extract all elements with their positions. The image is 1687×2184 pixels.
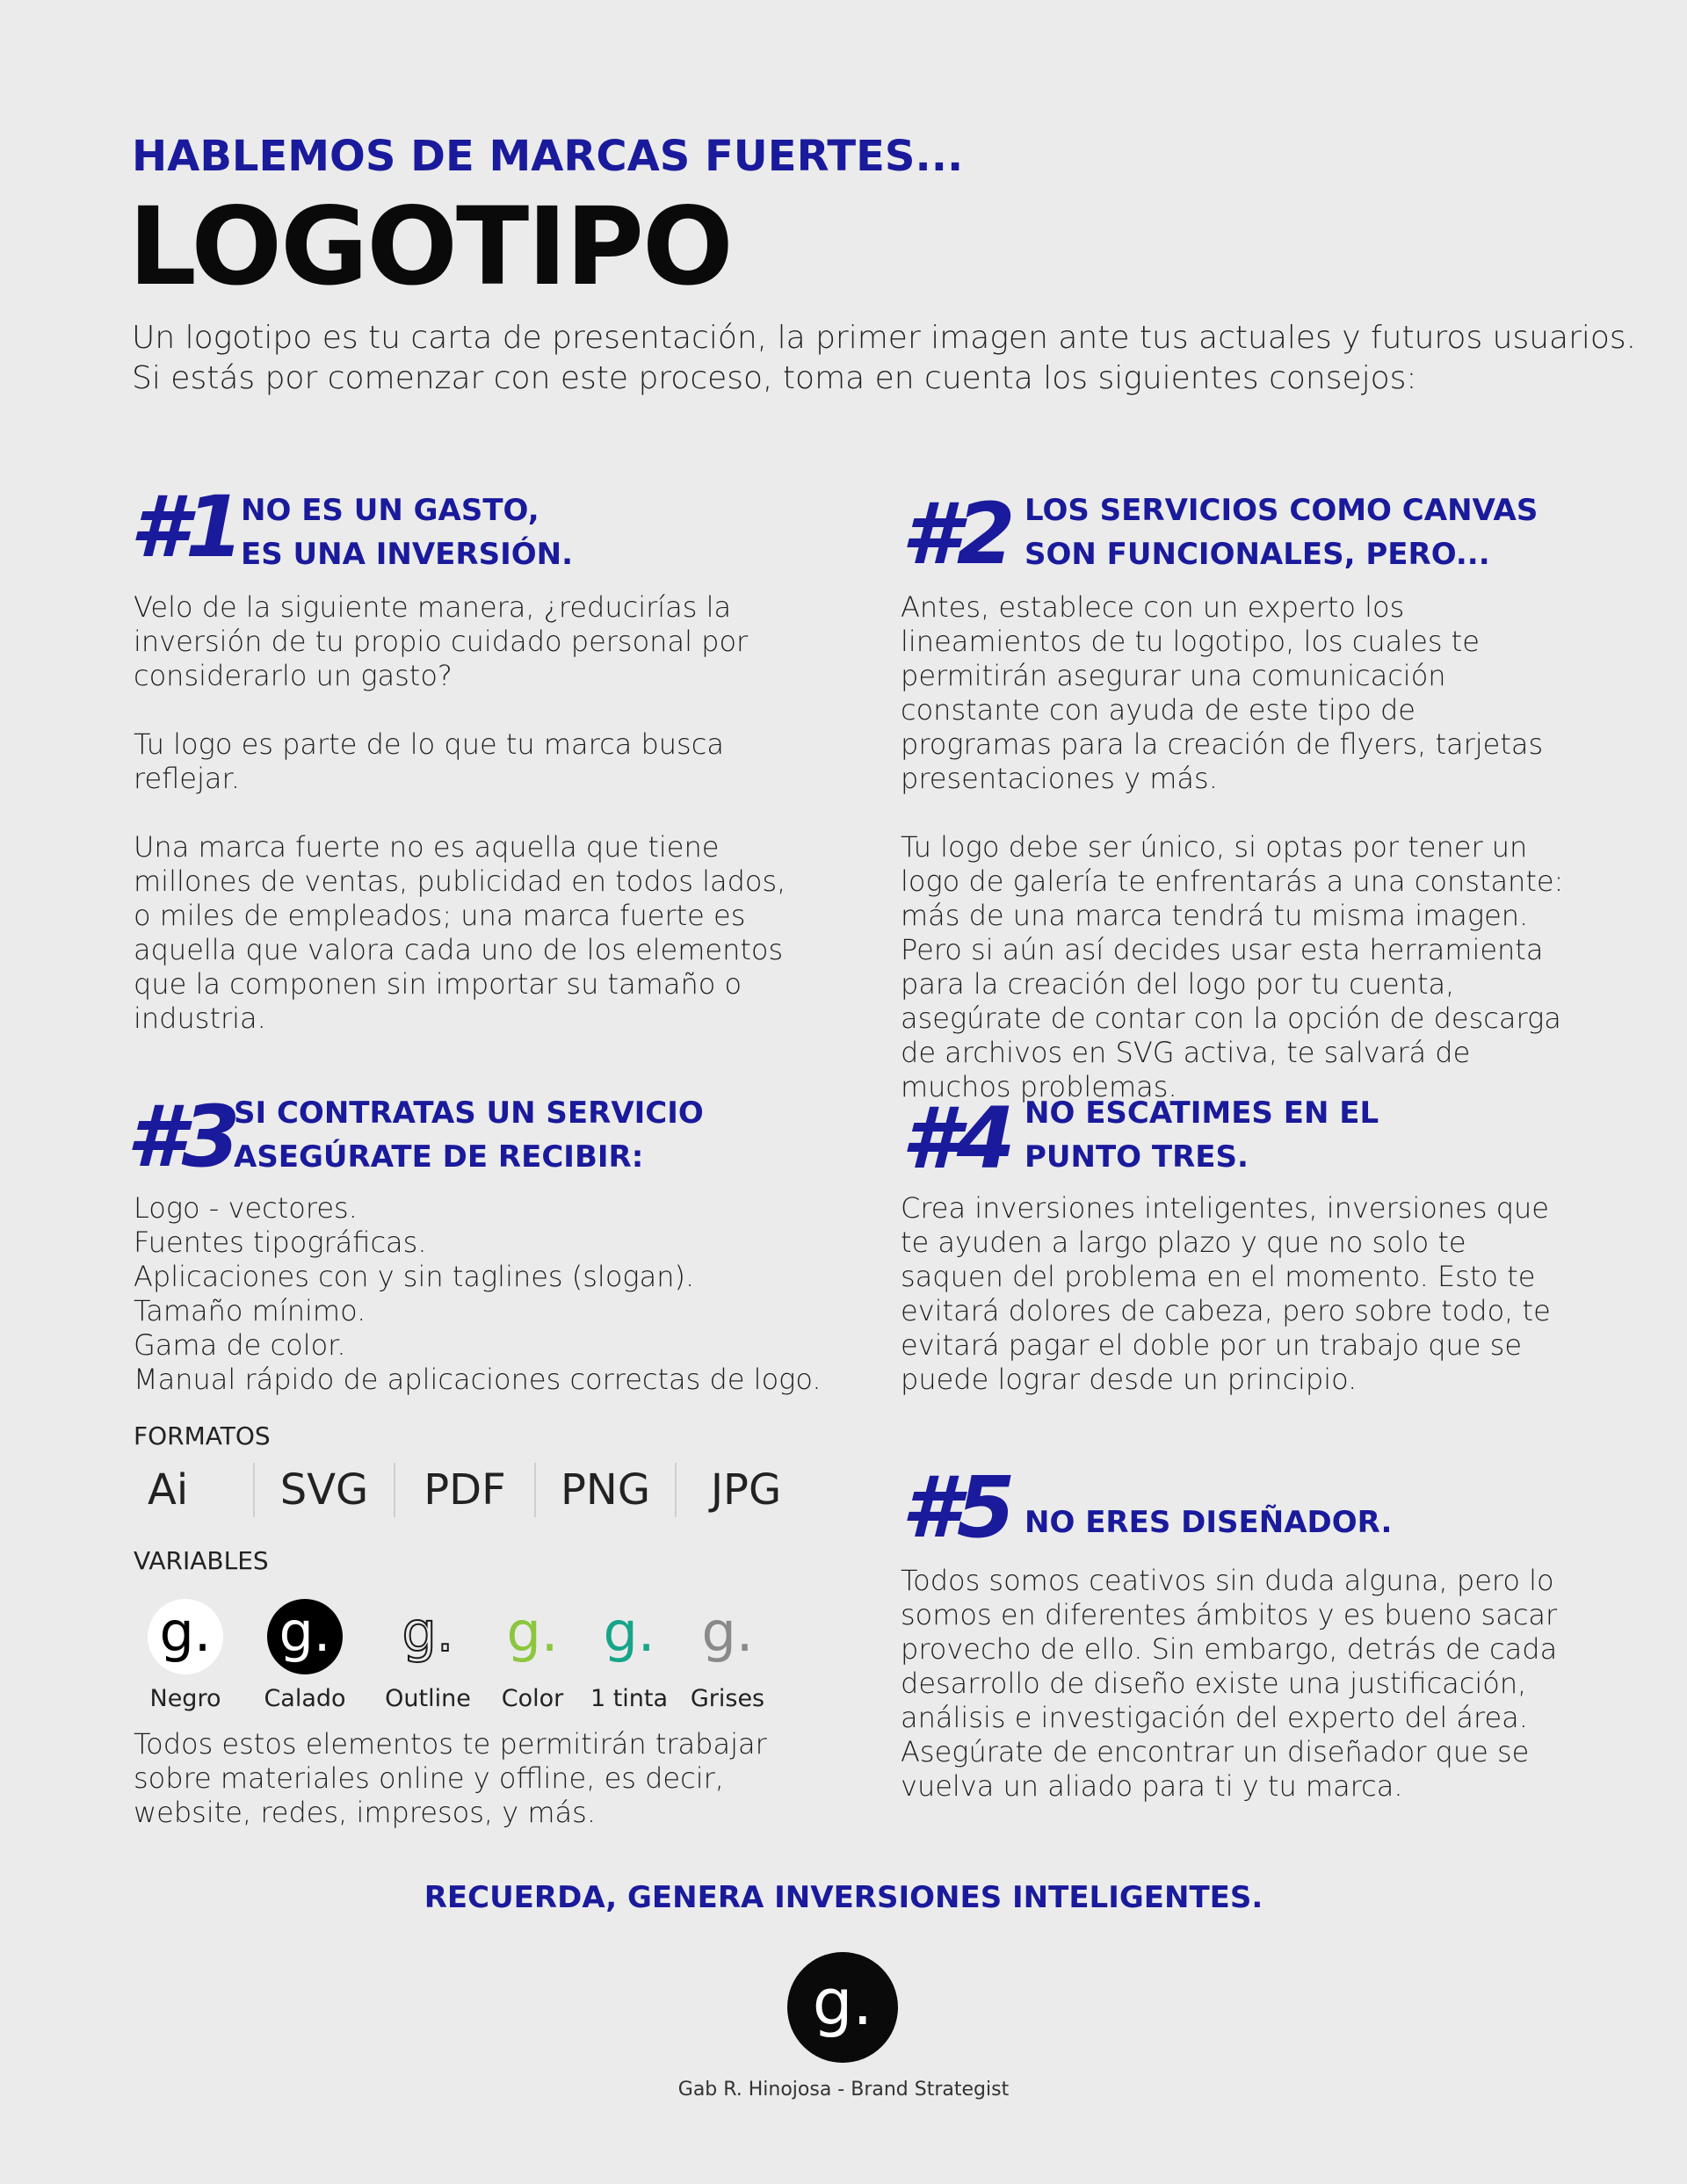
format-png: PNG bbox=[534, 1463, 675, 1517]
variant-label: Color bbox=[501, 1685, 564, 1712]
tip-2-paragraph: Antes, establece con un experto los lineamientos de tu logotipo, los cuales te permitirán asegurar una comunicación constante con ayuda de este tipo de programas para la creación de flyers, tarjetas presentaciones y más. bbox=[901, 590, 1544, 795]
tip-3-number: #3 bbox=[127, 1088, 237, 1186]
tip-4-body bbox=[901, 1191, 1568, 1397]
logo-calado-icon: g. bbox=[267, 1599, 343, 1674]
tip-1-paragraph: Una marca fuerte no es aquella que tiene millones de ventas, publicidad en todos lados, o miles de empleados; una marca fuerte es aquella que valora cada uno de los elementos que la componen sin importar su tamaño o industria. bbox=[134, 830, 786, 1035]
tip-4-number: #4 bbox=[901, 1089, 1012, 1188]
variables-label: VARIABLES bbox=[134, 1546, 269, 1575]
tip-1-heading bbox=[241, 488, 573, 576]
tip-4-heading bbox=[1025, 1091, 1379, 1179]
variant-label: Calado bbox=[264, 1685, 346, 1712]
logo-negro-icon: g. bbox=[148, 1599, 223, 1674]
tip-5-number: #5 bbox=[901, 1458, 1012, 1557]
tip-2-heading-line: SON FUNCIONALES, PERO... bbox=[1025, 537, 1490, 572]
variant-color bbox=[485, 1599, 580, 1712]
tip-3-deliverables-list bbox=[134, 1191, 822, 1397]
logo-variables-row bbox=[132, 1599, 777, 1712]
tip-5-heading bbox=[1025, 1501, 1392, 1544]
format-svg: SVG bbox=[253, 1463, 394, 1517]
tip-2-paragraph: Tu logo debe ser único, si optas por tener un logo de galería te enfrentarás a una constante: más de una marca tendrá tu misma imagen. Pero si aún así decides usar esta herramienta para la creación del logo por tu cuenta, asegúrate de contar con la opción de descarga de archivos en SVG activa, te salvará de muchos problemas. bbox=[901, 830, 1564, 1103]
variant-label: Negro bbox=[149, 1685, 221, 1712]
tip-4-heading-line: NO ESCATIMES EN EL bbox=[1025, 1096, 1379, 1131]
variant-1-tinta bbox=[580, 1599, 678, 1712]
list-item: Logo - vectores. bbox=[134, 1191, 358, 1225]
intro-line: Un logotipo es tu carta de presentación, la primer imagen ante tus actuales y futuros usuarios. bbox=[132, 320, 1637, 356]
variant-calado bbox=[239, 1599, 371, 1712]
tip-3-heading-line: ASEGÚRATE DE RECIBIR: bbox=[234, 1139, 644, 1175]
logo-color-icon: g. bbox=[506, 1600, 559, 1664]
format-pdf: PDF bbox=[394, 1463, 534, 1517]
footer-reminder: RECUERDA, GENERA INVERSIONES INTELIGENTES. bbox=[424, 1880, 1263, 1915]
variant-outline bbox=[371, 1599, 485, 1712]
tip-1-heading-line: ES UNA INVERSIÓN. bbox=[241, 537, 574, 572]
variant-negro bbox=[132, 1599, 239, 1712]
variant-grises bbox=[678, 1599, 777, 1712]
tip-5-heading-line: NO ERES DISEÑADOR. bbox=[1025, 1505, 1393, 1540]
tip-1-body bbox=[134, 590, 801, 1036]
list-item: Manual rápido de aplicaciones correctas de logo. bbox=[134, 1363, 822, 1396]
list-item: Fuentes tipográficas. bbox=[134, 1226, 427, 1259]
variant-label: Outline bbox=[385, 1685, 471, 1712]
intro-line: Si estás por comenzar con este proceso, toma en cuenta los siguientes consejos: bbox=[132, 360, 1417, 396]
logo-outline-icon: g. bbox=[402, 1600, 454, 1664]
variant-label: Grises bbox=[690, 1685, 765, 1712]
tip-3-heading-line: SI CONTRATAS UN SERVICIO bbox=[234, 1096, 704, 1131]
format-ai: Ai bbox=[148, 1465, 189, 1515]
tip-5-paragraph: Todos somos ceativos sin duda alguna, pero lo somos en diferentes ámbitos y es bueno sacar provecho de ello. Sin embargo, detrás de cada desarrollo de diseño existe una justificación, análisis e investigación del experto del área. Asegúrate de encontrar un diseñador que se vuelva un aliado para ti y tu marca. bbox=[901, 1564, 1558, 1803]
brand-logo-icon: g. bbox=[787, 1952, 898, 2063]
logo-tinta-icon: g. bbox=[603, 1600, 655, 1664]
formats-label: FORMATOS bbox=[134, 1421, 271, 1450]
page-title: LOGOTIPO bbox=[128, 184, 732, 309]
logo-grises-icon: g. bbox=[701, 1600, 754, 1664]
tip-1-paragraph: Velo de la siguiente manera, ¿reducirías la inversión de tu propio cuidado personal por considerarlo un gasto? bbox=[134, 590, 749, 692]
tip-3-closing: Todos estos elementos te permitirán trabajar sobre materiales online y offline, es decir, website, redes, impresos, y más. bbox=[134, 1727, 767, 1829]
list-item: Aplicaciones con y sin taglines (slogan). bbox=[134, 1260, 695, 1293]
formats-row bbox=[132, 1463, 815, 1517]
tip-2-heading bbox=[1025, 488, 1538, 576]
tip-4-heading-line: PUNTO TRES. bbox=[1025, 1139, 1249, 1175]
tip-5-body bbox=[901, 1564, 1568, 1804]
tip-2-number: #2 bbox=[901, 485, 1012, 583]
tip-3-heading bbox=[234, 1091, 704, 1179]
tip-1-number: #1 bbox=[130, 478, 241, 576]
intro-text bbox=[132, 318, 1637, 399]
tip-4-paragraph: Crea inversiones inteligentes, inversiones que te ayuden a largo plazo y que no solo te saquen del problema en el momento. Esto te evitará dolores de cabeza, pero sobre todo, te evitará pagar el doble por un trabajo que se puede lograr desde un principio. bbox=[901, 1191, 1551, 1396]
tip-2-body bbox=[901, 590, 1568, 1104]
tip-1-heading-line: NO ES UN GASTO, bbox=[241, 493, 539, 528]
author-credit: Gab R. Hinojosa - Brand Strategist bbox=[677, 2079, 1010, 2101]
variant-label: 1 tinta bbox=[590, 1685, 669, 1712]
page-kicker: HABLEMOS DE MARCAS FUERTES... bbox=[132, 132, 964, 181]
list-item: Gama de color. bbox=[134, 1328, 346, 1362]
tip-2-heading-line: LOS SERVICIOS COMO CANVAS bbox=[1025, 493, 1539, 528]
list-item: Tamaño mínimo. bbox=[134, 1294, 366, 1327]
format-jpg: JPG bbox=[675, 1463, 815, 1517]
tip-1-paragraph: Tu logo es parte de lo que tu marca busca reflejar. bbox=[134, 727, 724, 795]
